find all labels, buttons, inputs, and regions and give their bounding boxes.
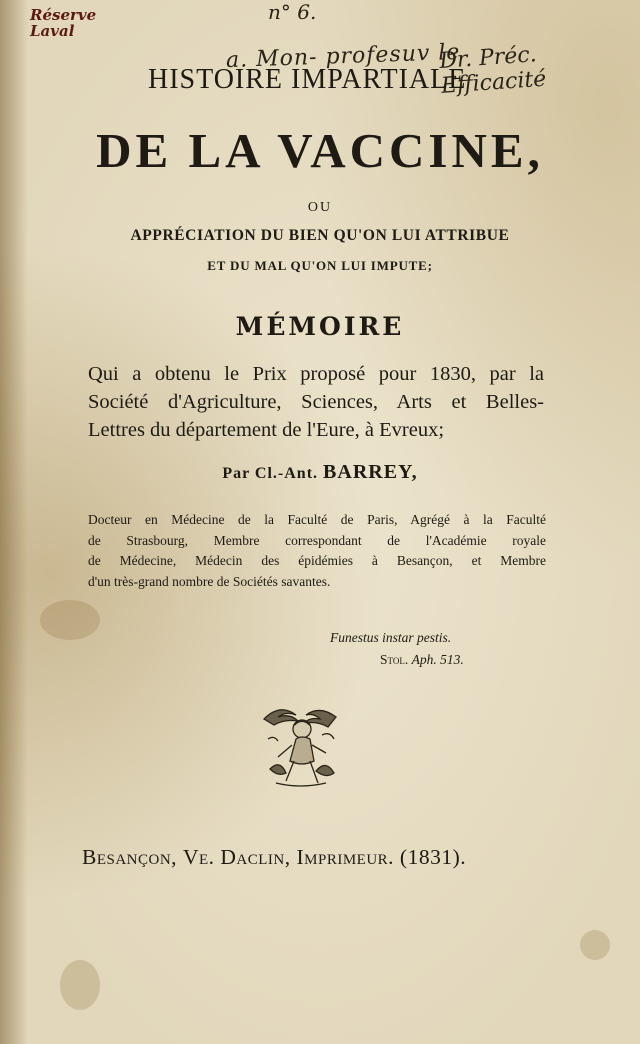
prize-line-2: Société d'Agriculture, Sciences, Arts et Belles-	[88, 391, 544, 413]
title-line-histoire: HISTOIRE IMPARTIALE	[148, 64, 467, 95]
imprint-line	[82, 845, 582, 870]
subtitle-line-1: APPRÉCIATION DU BIEN QU'ON LUI ATTRIBUE	[130, 227, 510, 244]
title-connector: OU	[307, 200, 333, 215]
author-name: BARREY,	[323, 461, 418, 483]
credentials-line-3: de Médecine, Médecin des épidémies à Besançon, et Membre	[88, 553, 546, 568]
memoire-heading: MÉMOIRE	[235, 312, 405, 341]
imprint-printer: Ve. Daclin, Imprimeur.	[182, 845, 395, 869]
foxing-stain	[60, 960, 100, 1010]
prize-paragraph	[88, 360, 544, 444]
epigraph-reference: Aph. 513.	[411, 652, 464, 667]
cherub-vignette-icon	[256, 699, 344, 791]
epigraph-quote: Funestus instar pestis.	[330, 630, 452, 645]
epigraph-author: Stol.	[380, 652, 409, 667]
handwritten-dedication: a. Mon- profesuv le	[225, 39, 461, 74]
imprint-city: Besançon,	[82, 845, 178, 869]
imprint-year: (1831).	[399, 845, 467, 869]
prize-line-1: Qui a obtenu le Prix proposé pour 1830, par la	[88, 363, 544, 385]
author-line	[0, 461, 640, 484]
handwritten-shelfmark: Réserve Laval	[30, 6, 97, 40]
author-credentials	[88, 510, 546, 592]
author-prefix: Par Cl.-Ant.	[222, 465, 319, 482]
subtitle-line-2: ET DU MAL QU'ON LUI IMPUTE;	[207, 258, 433, 273]
prize-line-3: Lettres du département de l'Eure, à Evreux;	[88, 419, 445, 441]
main-title: DE LA VACCINE,	[96, 123, 544, 178]
credentials-line-4: d'un très-grand nombre de Sociétés savantes.	[88, 573, 331, 589]
foxing-stain	[580, 930, 610, 960]
credentials-line-1: Docteur en Médecine de la Faculté de Paris, Agrégé à la Faculté	[88, 512, 546, 527]
handwritten-number: n° 6.	[268, 0, 317, 24]
foxing-stain	[40, 600, 100, 640]
epigraph-source	[380, 650, 580, 670]
handwritten-dedication-right: Dr. Préc. Efficacité	[438, 42, 548, 99]
credentials-line-2: de Strasbourg, Membre correspondant de l'Académie royale	[88, 532, 546, 548]
